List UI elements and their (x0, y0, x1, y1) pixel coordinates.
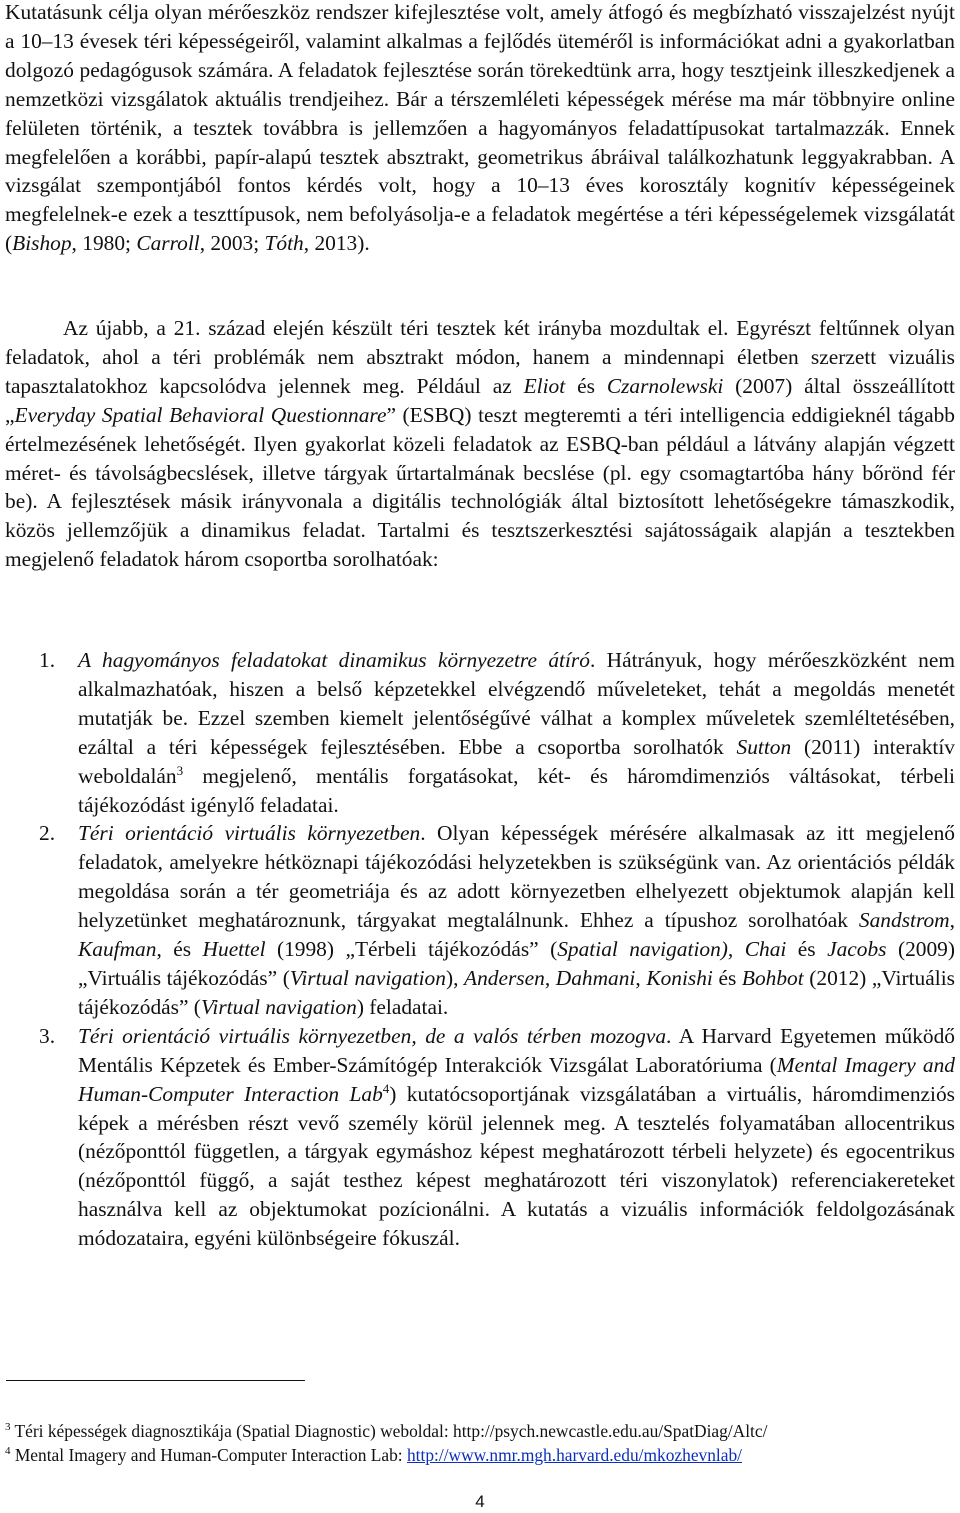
text-run: (2012) „Virtuális tájékozódás” ( (78, 965, 955, 1019)
text-run: Kutatásunk célja olyan mérőeszköz rendszer kifejlesztése volt, amely átfogó és megbízható visszajelzést nyújt a 10–13 évesek téri képességeiről, valamint alkalmas a fejlődés üteméről is információkat adni a gyakorlatban dolgozó pedagógusok számára. A feladatok fejlesztése során törekedtünk arra, hogy tesztjeink illeszkedjenek a nemzetközi vizsgálatok aktuális trendjeihez. Bár a térszemléleti képességek mérése ma már többnyire online felületen történik, a tesztek továbbra is jellemzően a hagyományos feladattípusokat tartalmazzák. Ennek megfelelően a korábbi, papír-alapú tesztek absztrakt, geometrikus ábráival találkozhatunk leggyakrabban. A vizsgálat szempontjából fontos kérdés volt, hogy a 10–13 éves korosztály kognitív képességeinek megfelelnek-e ezek a teszttípusok, nem befolyásolja-e a feladatok megértése a téri képességelemek vizsgálatát ( (5, 0, 955, 256)
text-run: (1998) „Térbeli tájékozódás” ( (265, 937, 558, 962)
work-title: Virtual navigation (289, 965, 446, 990)
text-run: , (635, 965, 647, 990)
work-title: Virtual navigation (200, 994, 357, 1019)
footnote-text: Mental Imagery and Human-Computer Interaction Lab: (10, 1445, 407, 1465)
text-run: és (786, 937, 828, 962)
text-run: , 1980; (71, 231, 137, 256)
list-item-title: Téri orientáció virtuális környezetben (78, 821, 421, 846)
work-title: Mental Imagery and Human-Computer Interaction Lab (78, 1052, 955, 1106)
list-number: 1. (39, 648, 56, 672)
author-citation: Czarnolewski (606, 373, 724, 398)
task-group-list (5, 646, 955, 1253)
footnote-3 (5, 1420, 955, 1442)
text-run (733, 937, 744, 961)
author-citation: Huettel (202, 937, 266, 962)
author-citation: Chai (744, 937, 787, 962)
text-run: ) kutatócsoportjának vizsgálatában a virtuális, háromdimenziós képek a mérésben részt vevő személy körül jelennek meg. A tesztelés folyamatában allocentrikus (nézőponttól független, a tárgyak egymáshoz képest meghatározott térbeli helyzete) és egocentrikus (nézőponttól függő, a saját testhez képest meghatározott téri viszonylatok) referenciakereteket használva kell az objektumokat pozícionálni. A kutatás a vizuális információk feldolgozásának módozataira, egyéni különbségeire fókuszál. (78, 1081, 956, 1251)
footnote-text: Téri képességek diagnosztikája (Spatial Diagnostic) weboldal: http://psych.newcastle.edu.au/SpatDiag/Altc/ (10, 1421, 768, 1441)
author-citation: Sutton (736, 734, 792, 759)
footnote-ref: 4 (382, 1080, 390, 1096)
author-citation: Eliot (523, 373, 566, 398)
list-item-title: A hagyományos feladatokat dinamikus környezetre átíró (78, 648, 590, 672)
footnote-ref: 3 (176, 762, 184, 778)
text-run: és (712, 965, 742, 990)
author-citation: Bishop (12, 231, 72, 256)
footnote-number: 4 (5, 1445, 11, 1458)
author-citation: Dahmani (555, 965, 636, 990)
text-run: és (565, 373, 607, 398)
list-item-title: Téri orientáció virtuális környezetben, de a valós térben mozogva (78, 1023, 667, 1048)
paragraph-trends (5, 314, 955, 574)
work-title: Spatial navigation), (557, 937, 734, 962)
author-citation: Jacobs (827, 937, 887, 962)
text-run: (2011) interaktív weboldalán (78, 734, 955, 788)
text-run: , 2013). (303, 231, 370, 256)
list-number: 2. (39, 821, 56, 846)
text-run: Az újabb, a 21. század elején készült téri tesztek két irányba mozdultak el. Egyrészt feltűnnek olyan feladatok, ahol a téri problémák nem absztrakt módon, hanem a mindennapi életben szerzett vizuális tapasztalatokhoz kapcsolódva jelennek meg. Például az (5, 316, 955, 398)
text-run: , 2003; (199, 231, 265, 256)
footnote-link[interactable]: http://www.nmr.mgh.harvard.edu/mkozhevnlab/ (406, 1445, 743, 1465)
page-number: 4 (475, 1492, 485, 1511)
text-run: , (949, 908, 955, 933)
footnote-number: 3 (5, 1421, 11, 1434)
text-run: , (544, 965, 556, 990)
footnote-divider (6, 1380, 305, 1381)
footnote-4 (5, 1444, 955, 1466)
text-run: ), (445, 965, 465, 990)
author-citation: Tóth (264, 231, 304, 256)
text-run: ) feladatai. (356, 994, 449, 1019)
author-citation: Konishi (646, 965, 713, 990)
list-number: 3. (39, 1023, 56, 1048)
author-citation: Kaufman (78, 937, 157, 962)
text-run: , és (156, 937, 203, 962)
text-run: . Hátrányuk, hogy mérőeszközként nem alkalmazhatóak, hiszen a belső képzetekkel elvégzendő műveleteket, tehát a megoldás menetét mutatják be. Ezzel szemben kiemelt jelentőségűvé válhat a komplex műveletek szemléltetésében, ezáltal a téri képességek fejlesztésében. Ebbe a csoportba sorolhatók (78, 648, 955, 759)
paragraph-intro (5, 0, 955, 258)
author-citation: Andersen (464, 965, 545, 990)
author-citation: Bohbot (741, 965, 804, 990)
author-citation: Carroll (136, 231, 200, 256)
text-run: (2007) által összeállított „ (5, 373, 955, 427)
work-title: Everyday Spatial Behavioral Questionnare (14, 402, 387, 427)
text-run: megjelenő, mentális forgatásokat, két- és háromdimenziós váltásokat, térbeli tájékozódást igénylő feladatai. (78, 763, 955, 817)
text-run: (2009) „Virtuális tájékozódás” ( (78, 937, 955, 990)
text-run: . Olyan képességek mérésére alkalmasak az itt megjelenő feladatok, amelyekre hétköznapi tájékozódási helyzetekben is szükségünk van. Az orientációs példák megoldása során a tér geometriája és az adott környezetben elhelyezett objektumok alapján kell helyzetünket meghatároznunk, tárgyakat megtalálnunk. Ehhez a típushoz sorolhatóak (78, 821, 956, 933)
list-item (5, 646, 955, 819)
text-run: ” (ESBQ) teszt megteremti a téri intelligencia eddigieknél tágabb értelmezésének lehetőségét. Ilyen gyakorlat közeli feladatok az ESBQ-ban például a látvány alapján végzett méret- és távolságbecslések, illetve tárgyak űrtartalmának becslése (pl. egy csomagtartóba hány bőrönd fér be). A fejlesztések másik irányvonala a digitális technológiák által biztosított lehetőségekre támaszkodik, közös jellemzőjük a dinamikus feladat. Tartalmi és tesztszerkesztési sajátosságaik alapján a tesztekben megjelenő feladatok három csoportba sorolhatóak: (5, 402, 955, 572)
list-item (5, 819, 955, 1021)
author-citation: Sandstrom (858, 908, 950, 933)
text-run: . A Harvard Egyetemen működő Mentális Képzetek és Ember-Számítógép Interakciók Vizsgálat Laboratóriuma ( (78, 1023, 955, 1077)
list-item (5, 1022, 955, 1253)
